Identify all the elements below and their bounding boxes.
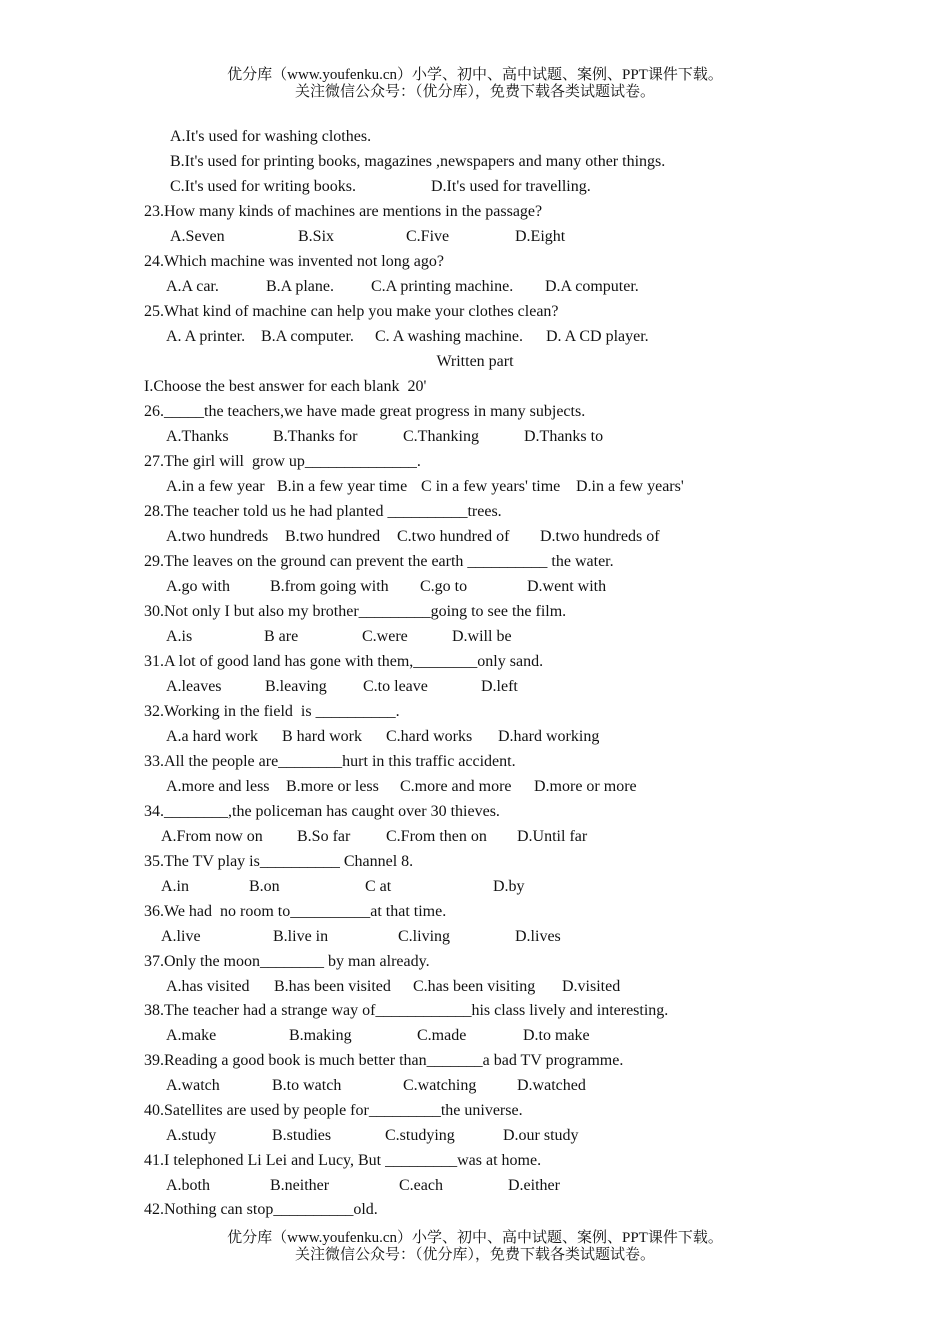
q29-option-c: C.go to [420,578,468,595]
q26-option-c: C.Thanking [403,428,479,445]
q25-option-b: B.A computer. [261,328,354,345]
footer-line-2: 关注微信公众号：（优分库），免费下载各类试题试卷。 [294,1247,655,1263]
header-line-1: 优分库（www.youfenku.cn）小学、初中、高中试题、案例、PPT课件下载。 [227,67,723,83]
q22-option-d: D.It's used for travelling. [431,178,591,195]
q28-option-c: C.two hundred of [397,528,510,545]
q24-option-b: B.A plane. [266,278,334,295]
q38-option-a: A.make [166,1027,217,1044]
q24-option-c: C.A printing machine. [371,278,514,295]
q40-option-a: A.study [166,1127,217,1144]
q31-stem: 31.A lot of good land has gone with them,________only sand. [144,653,544,670]
q31-option-c: C.to leave [363,678,428,695]
q36-option-d: D.lives [515,928,561,945]
q34-option-a: A.From now on [161,828,263,845]
q24-stem: 24.Which machine was invented not long ago? [144,253,444,270]
q30-option-a: A.is [166,628,193,645]
q38-option-d: D.to make [523,1027,590,1044]
q33-option-b: B.more or less [286,778,379,795]
q35-option-c: C at [365,878,392,895]
q31-option-d: D.left [481,678,518,695]
q30-stem: 30.Not only I but also my brother_________going to see the film. [144,603,567,620]
q23-option-c: C.Five [406,228,450,245]
q41-option-b: B.neither [270,1177,330,1194]
q35-option-b: B.on [249,878,280,895]
q38-option-c: C.made [417,1027,467,1044]
q41-option-d: D.either [508,1177,560,1194]
q32-stem: 32.Working in the field is __________. [144,703,400,720]
q28-option-a: A.two hundreds [166,528,269,545]
q34-option-b: B.So far [297,828,351,845]
q28-option-b: B.two hundred [285,528,381,545]
q39-option-d: D.watched [517,1077,586,1094]
q37-option-a: A.has visited [166,978,250,995]
q22-option-a: A.It's used for washing clothes. [170,128,372,145]
q27-option-a: A.in a few year [166,478,265,495]
q35-stem: 35.The TV play is__________ Channel 8. [144,853,414,870]
q27-stem: 27.The girl will grow up______________. [144,453,421,470]
q40-option-d: D.our study [503,1127,579,1144]
q34-stem: 34.________,the policeman has caught over 30 thieves. [144,803,500,820]
q28-option-d: D.two hundreds of [540,528,660,545]
q25-stem: 25.What kind of machine can help you make your clothes clean? [144,303,559,320]
q26-option-a: A.Thanks [166,428,229,445]
q23-stem: 23.How many kinds of machines are mentions in the passage? [144,203,543,220]
q42-stem: 42.Nothing can stop__________old. [144,1201,378,1218]
q35-option-d: D.by [493,878,525,895]
q37-option-d: D.visited [562,978,621,995]
q23-option-b: B.Six [298,228,335,245]
q40-stem: 40.Satellites are used by people for_________the universe. [144,1102,523,1119]
q31-option-b: B.leaving [265,678,327,695]
q30-option-c: C.were [362,628,408,645]
q24-option-d: D.A computer. [545,278,639,295]
q33-option-a: A.more and less [166,778,270,795]
q35-option-a: A.in [161,878,189,895]
q36-option-a: A.live [161,928,201,945]
q40-option-c: C.studying [385,1127,455,1144]
q32-option-b: B hard work [282,728,362,745]
q24-option-a: A.A car. [166,278,219,295]
q33-option-c: C.more and more [400,778,512,795]
q41-option-c: C.each [399,1177,443,1194]
q38-option-b: B.making [289,1027,352,1044]
q30-option-b: B are [264,628,299,645]
q29-option-b: B.from going with [270,578,389,595]
q32-option-c: C.hard works [386,728,473,745]
q34-option-c: C.From then on [386,828,487,845]
q22-option-c: C.It's used for writing books. [170,178,356,195]
q39-option-a: A.watch [166,1077,220,1094]
q34-option-d: D.Until far [517,828,588,845]
q29-stem: 29.The leaves on the ground can prevent the earth __________ the water. [144,553,614,570]
section-1-heading: I.Choose the best answer for each blank 20' [144,378,427,395]
q29-option-a: A.go with [166,578,230,595]
q41-option-a: A.both [166,1177,210,1194]
q26-option-b: B.Thanks for [273,428,358,445]
q26-stem: 26._____the teachers,we have made great progress in many subjects. [144,403,586,420]
q25-option-c: C. A washing machine. [375,328,523,345]
written-part-heading: Written part [436,353,514,370]
q32-option-d: D.hard working [498,728,600,745]
header-line-2: 关注微信公众号：（优分库），免费下载各类试题试卷。 [294,84,655,100]
page-footer [0,1230,950,1264]
q36-option-b: B.live in [273,928,329,945]
q39-stem: 39.Reading a good book is much better than_______a bad TV programme. [144,1052,624,1069]
q33-option-d: D.more or more [534,778,637,795]
q27-option-c: C in a few years' time [421,478,561,495]
q29-option-d: D.went with [527,578,607,595]
q23-option-a: A.Seven [170,228,225,245]
q37-option-b: B.has been visited [274,978,391,995]
q37-option-c: C.has been visiting [413,978,536,995]
q25-option-a: A. A printer. [166,328,246,345]
q39-option-c: C.watching [403,1077,477,1094]
q36-option-c: C.living [398,928,451,945]
footer-line-1: 优分库（www.youfenku.cn）小学、初中、高中试题、案例、PPT课件下载。 [227,1230,723,1246]
q41-stem: 41.I telephoned Li Lei and Lucy, But _________was at home. [144,1152,542,1169]
q25-option-d: D. A CD player. [546,328,649,345]
q31-option-a: A.leaves [166,678,222,695]
q26-option-d: D.Thanks to [524,428,604,445]
q37-stem: 37.Only the moon________ by man already. [144,953,430,970]
q22-option-b: B.It's used for printing books, magazines ,newspapers and many other things. [170,153,666,170]
q33-stem: 33.All the people are________hurt in this traffic accident. [144,753,516,770]
q27-option-d: D.in a few years' [576,478,684,495]
q36-stem: 36.We had no room to__________at that time. [144,903,447,920]
q28-stem: 28.The teacher told us he had planted __________trees. [144,503,502,520]
q39-option-b: B.to watch [272,1077,342,1094]
page-header [0,67,950,101]
q30-option-d: D.will be [452,628,512,645]
q32-option-a: A.a hard work [166,728,258,745]
q27-option-b: B.in a few year time [277,478,408,495]
q38-stem: 38.The teacher had a strange way of____________his class lively and interesting. [144,1002,669,1019]
q23-option-d: D.Eight [515,228,566,245]
q40-option-b: B.studies [272,1127,332,1144]
